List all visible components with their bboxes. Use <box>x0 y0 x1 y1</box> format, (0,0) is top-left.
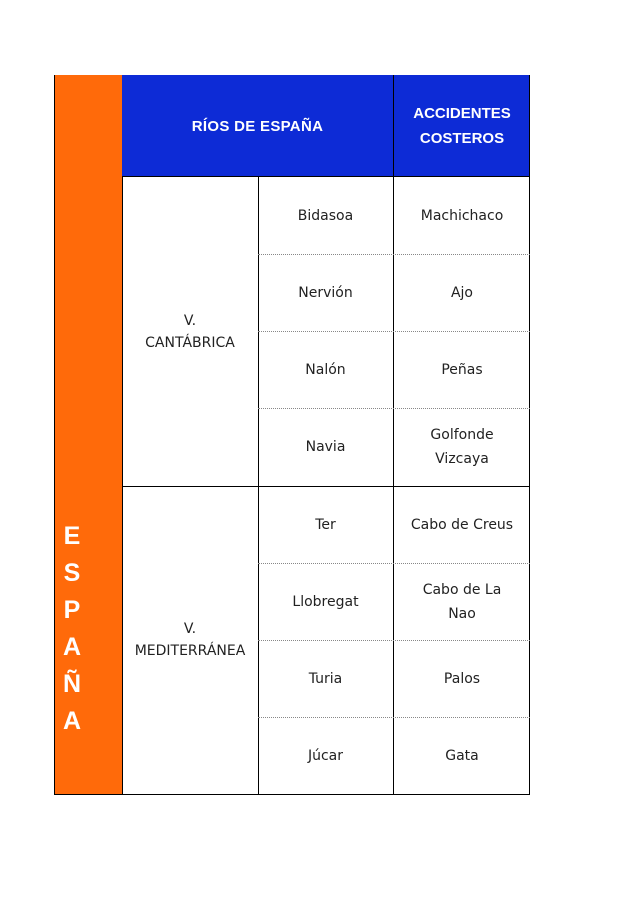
slope-label-cantabrica: V. CANTÁBRICA <box>145 313 235 351</box>
coast-cell: Gata <box>445 747 479 764</box>
band-letter: S <box>63 559 81 587</box>
coast-column-header: ACCIDENTES COSTEROS <box>413 105 511 147</box>
band-letter: Ñ <box>62 670 82 698</box>
river-cell: Nalón <box>305 361 346 378</box>
river-cell: Navia <box>305 439 346 455</box>
slope-label-mediterranea: V. MEDITERRÁNEA <box>134 621 246 659</box>
band-letter: A <box>62 707 82 735</box>
river-cell: Nervión <box>298 284 353 301</box>
coast-cell: Golfonde Vizcaya <box>430 427 494 467</box>
river-cell: Llobregat <box>292 593 359 610</box>
coast-cell: Peñas <box>441 361 483 378</box>
band-letter: A <box>62 633 82 661</box>
band-letter: P <box>63 596 81 624</box>
coast-cell: Cabo de Creus <box>410 516 514 533</box>
river-cell: Bidasoa <box>297 207 354 224</box>
rivers-column-header: RÍOS DE ESPAÑA <box>191 117 324 135</box>
river-cell: Ter <box>315 516 336 533</box>
coast-cell: Palos <box>443 670 481 687</box>
coast-cell: Machichaco <box>420 207 504 224</box>
river-cell: Turia <box>308 670 343 687</box>
river-cell: Júcar <box>307 747 344 764</box>
coast-cell: Cabo de La Nao <box>422 581 502 622</box>
coast-cell: Ajo <box>450 284 474 301</box>
band-letter: E <box>63 522 81 550</box>
